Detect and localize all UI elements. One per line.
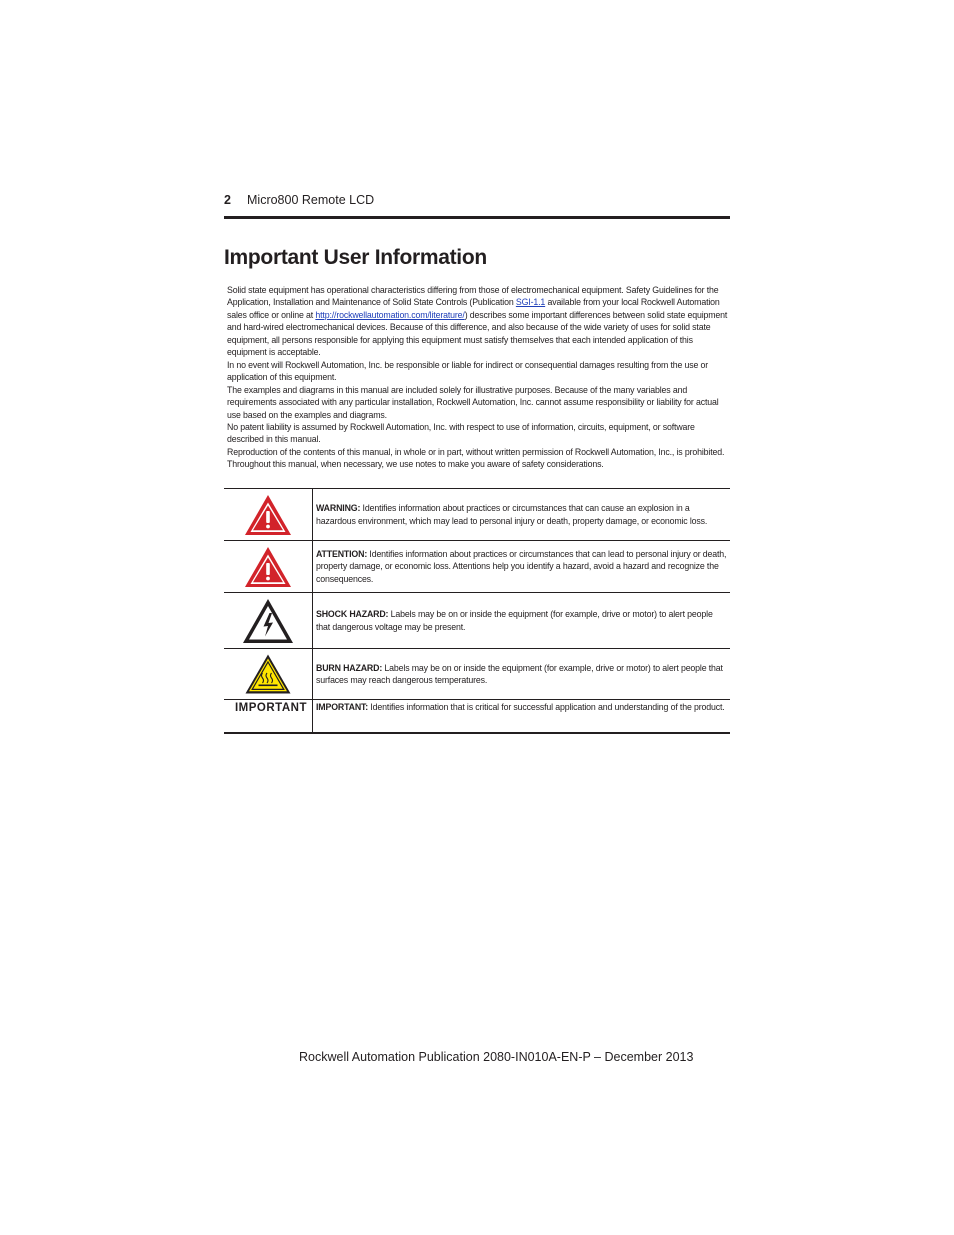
header-title: Micro800 Remote LCD [247,193,375,207]
literature-link[interactable]: http://rockwellautomation.com/literature/ [315,309,465,320]
warning-text: Identifies information about practices or circumstances that can cause an explosion in a hazardous environment, which may lead to personal injury or death, property damage, or economic loss. [316,503,708,526]
sgi-link[interactable]: SGI-1.1 [515,297,546,308]
shock-hazard-row [224,593,730,649]
important-label: IMPORTANT: [316,702,369,712]
page-title: Important User Information [224,246,487,269]
paragraph-patent: No patent liability is assumed by Rockwell Automation, Inc. with respect to use of information, circuits, equipment, or software described in this manual. [227,421,695,445]
important-text: Identifies information that is critical for successful application and understanding of the product. [368,702,725,712]
burn-hazard-label: BURN HAZARD: [316,662,383,673]
paragraph-liability: In no event will Rockwell Automation, Inc. be responsible or liable for indirect or consequential damages resulting from the use or application of this equipment. [227,359,709,383]
paragraph-examples: The examples and diagrams in this manual are included solely for illustrative purposes. Because of the many variables and requirements associated with any particular installation, Rockwell Automation, Inc. cannot assume responsibility or liability for actual use based on the examples and diagrams. [227,384,719,420]
safety-notes-table [224,488,730,734]
warning-row [224,489,730,541]
body-text [227,284,730,471]
burn-hazard-text: Labels may be on or inside the equipment (for example, drive or motor) to alert people that surfaces may reach dangerous temperatures. [316,662,723,685]
paragraph-solid-state: Solid state equipment has operational characteristics differing from those of electromechanical equipment. Safety Guidelines for the Application, Installation and Maintenance of Solid State Controls (Publication SGI-1.1 available from your local Rockwell Automation sales office or online at http://rockwellautomation.com/literature/) describes some important differences between solid state equipment and hard-wired electromechanical devices. Because of this difference, and also because of the wide variety of uses for solid state equipment, all persons responsible for applying this equipment must satisfy themselves that each intended application of this equipment is acceptable. [227,285,728,358]
attention-row [224,541,730,593]
attention-label: ATTENTION: [316,548,368,559]
warning-triangle-icon [243,493,293,537]
attention-text: Identifies information about practices or circumstances that can lead to personal injury or death, property damage, or economic loss. Attentions help you identify a hazard, avoid a hazard and recognize the consequences. [316,548,727,584]
paragraph-notes-intro: Throughout this manual, when necessary, we use notes to make you aware of safety considerations. [227,459,604,470]
burn-hazard-row [224,649,730,700]
paragraph-reproduction: Reproduction of the contents of this manual, in whole or in part, without written permission of Rockwell Automation, Inc., is prohibited. [227,446,725,457]
attention-triangle-icon [243,545,293,589]
shock-hazard-label: SHOCK HAZARD: [316,609,389,619]
publication-info: Rockwell Automation Publication 2080-IN010A-EN-P – December 2013 [299,1050,694,1064]
warning-label: WARNING: [316,503,361,513]
shock-hazard-icon [241,597,295,645]
shock-hazard-text: Labels may be on or inside the equipment (for example, drive or motor) to alert people that dangerous voltage may be present. [316,609,713,632]
important-tag: IMPORTANT [234,702,307,714]
important-row [224,700,730,734]
page-header [224,192,730,219]
burn-hazard-icon [244,653,292,695]
page-number: 2 [224,193,231,207]
